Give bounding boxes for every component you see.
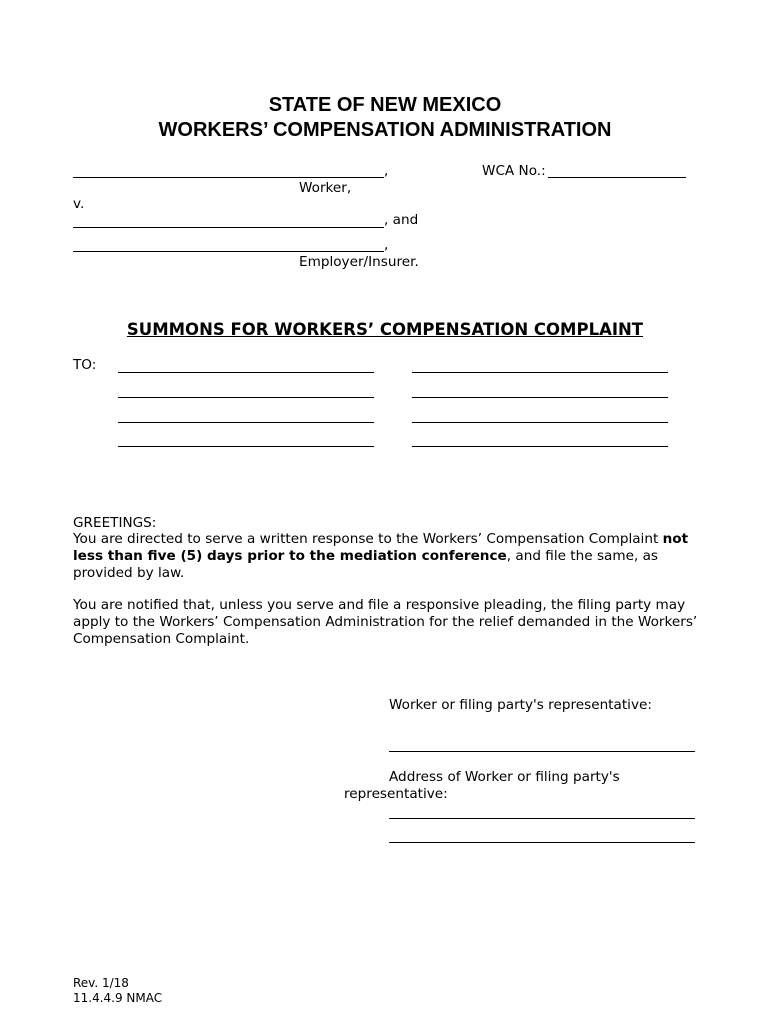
deadline-text: not less than five (5) days prior to the mediation conference: [73, 531, 689, 564]
to-address-blank[interactable]: [412, 397, 668, 398]
to-address-blank[interactable]: [118, 446, 374, 447]
versus-label: v.: [73, 196, 85, 212]
insurer-name-blank[interactable]: [73, 251, 384, 252]
worker-name-blank[interactable]: [73, 177, 384, 178]
to-label: TO:: [73, 357, 97, 373]
worker-label: Worker,: [299, 180, 352, 196]
caption-comma-2: ,: [384, 237, 389, 253]
to-address-blank[interactable]: [412, 446, 668, 447]
and-label: , and: [384, 212, 419, 228]
nmac-code: 11.4.4.9 NMAC: [73, 991, 163, 1005]
header-agency: WORKERS’ COMPENSATION ADMINISTRATION: [158, 119, 612, 141]
greetings-label: GREETINGS:: [73, 515, 157, 531]
to-address-blank[interactable]: [412, 422, 668, 423]
instruction-paragraph: [73, 531, 703, 582]
address-label: Address of Worker or filing party's: [389, 769, 620, 785]
header-state: STATE OF NEW MEXICO: [268, 94, 502, 116]
to-address-blank[interactable]: [118, 397, 374, 398]
instruction-text: You are directed to serve a written response to the Workers’ Compensation Complaint: [73, 531, 659, 547]
revision-label: Rev. 1/18: [73, 976, 129, 990]
wca-number-label: WCA No.:: [482, 163, 546, 179]
address-blank[interactable]: [389, 842, 695, 843]
representative-label: Worker or filing party's representative:: [389, 697, 652, 713]
to-address-blank[interactable]: [118, 422, 374, 423]
wca-number-blank[interactable]: [548, 177, 686, 178]
caption-comma: ,: [384, 163, 389, 179]
notice-paragraph: You are notified that, unless you serve and file a responsive pleading, the filing party may apply to the Workers’ Compensation Administration for the relief demanded in the Workers’ Compensation Complaint.: [73, 597, 698, 647]
to-address-blank[interactable]: [412, 372, 668, 373]
address-label-cont: representative:: [344, 786, 448, 802]
representative-signature-blank[interactable]: [389, 751, 695, 752]
summons-title: SUMMONS FOR WORKERS’ COMPENSATION COMPLAINT: [126, 320, 644, 339]
address-blank[interactable]: [389, 818, 695, 819]
to-address-blank[interactable]: [118, 372, 374, 373]
employer-name-blank[interactable]: [73, 227, 384, 228]
employer-insurer-label: Employer/Insurer.: [299, 254, 419, 270]
instruction-text-end: , and file the same, as provided by law.: [73, 548, 659, 581]
